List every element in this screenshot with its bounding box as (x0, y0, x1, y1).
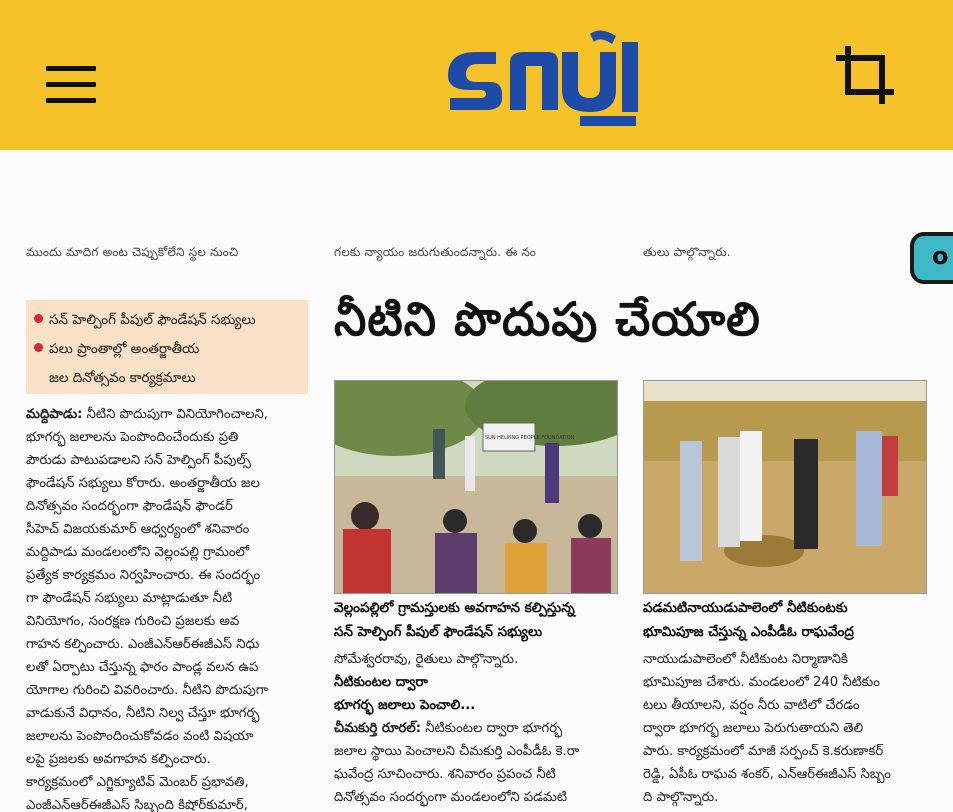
photo-bhoomi-puja (643, 380, 927, 594)
side-tab[interactable] (910, 232, 953, 284)
highlight-item: సన్ హెల్పింగ్ పీపుల్ ఫౌండేషన్ సభ్యులు (34, 306, 300, 335)
highlight-item: పలు ప్రాంతాల్లో అంతర్జాతీయ (34, 335, 300, 364)
bullet-dot-icon (34, 314, 43, 323)
crop-icon[interactable] (834, 44, 896, 106)
side-tab-label: o (932, 242, 949, 270)
hamburger-menu-icon[interactable] (46, 66, 96, 104)
cut-text-col3: తులు పాల్గొన్నారు. (643, 245, 731, 259)
subheading: భూగర్భ జలాలు పెంచాలి... (334, 698, 476, 713)
photo-caption-1: వెల్లంపల్లిలో గ్రామస్తులకు అవగాహన కల్పిస్తున్న సన్ హెల్పింగ్ పీపుల్ ఫౌండేషన్ సభ్యులు (334, 600, 575, 640)
photo-awareness-meeting (334, 380, 618, 594)
app-header (0, 0, 953, 150)
dateline: చీమకుర్తి రూరల్: (334, 721, 421, 736)
article-headline: నీటిని పొదుపు చేయాలి (334, 292, 761, 346)
photo-caption-2: పడమటినాయుడుపాలెంలో నీటికుంటకు భూమిపూజ చేస్తున్న ఎంపీడీఓ రాఘవేంద్ర (643, 600, 854, 640)
svg-text:SUN HELPING PEOPLE FOUNDATION: SUN HELPING PEOPLE FOUNDATION (485, 435, 575, 441)
article-column-2: సోమేశ్వరరావు, రైతులు పాల్గొన్నారు. నీటికుంటల ద్వారా భూగర్భ జలాలు పెంచాలి... చీమకుర్తి రూరల్: నీటికుంటల ద్వారా భూగర్భ జలాల స్థాయి పెంచాలని చీమకుర్తి ఎంపీడీఓ కె.రా ఘవేంద్ర సూచించారు. శనివారం ప్రపంచ నీటి దినోత్సవం సందర్భంగా మండలంలోని పడమటి (334, 648, 616, 809)
sakshi-logo (440, 28, 645, 128)
cut-text-col2: గలకు న్యాయం జరుగుతుందన్నారు. ఈ నం (334, 245, 537, 259)
bullet-dot-icon (34, 343, 43, 352)
cut-text-col1: ముందు మాదిగ అంట చెప్పుకోలేని స్థల నుంచి (26, 245, 239, 259)
newspaper-clipping[interactable] (0, 150, 953, 812)
subheading: నీటికుంటల ద్వారా (334, 675, 428, 690)
highlights-box (26, 300, 308, 394)
article-column-1: మద్దిపాడు: నీటిని పొదుపుగా వినియోగించాలని, భూగర్భ జలాలను పెంపొందించేందుకు ప్రతి పౌరుడు పాటుపడాలని సన్ హెల్పింగ్ పీపుల్స్ ఫౌండేషన్ సభ్యులు కోరారు. అంతర్జాతీయ జల దినోత్సవం సందర్భంగా ఫౌండేషన్ ఫౌండర్ సీహెచ్ విజయకుమార్ ఆధ్వర్యంలో శనివారం మద్దిపాడు మండలంలోని వెల్లంపల్లి గ్రామంలో ప్రత్యేక కార్యక్రమం నిర్వహించారు. ఈ సందర్భం గా ఫౌండేషన్ సభ్యులు మాట్లాడుతూ నీటి వినియోగం, సంరక్షణ గురించి ప్రజలకు అవ గాహన కల్పించారు. ఎంజీఎన్ఆర్ఈజీఎస్ నిధు లతో ఏర్పాటు చేస్తున్న ఫారం పాండ్ల వలన ఉప యోగాల గురించి వివరించారు. నీటిని పొదుపుగా వాడుకునే విధానం, నీటిని నిల్వ చేస్తూ భూగర్భ జలాలను పెంపొందించుకోవడం వంటి విషయా లపై ప్రజలకు అవగాహన కల్పించారు. కార్యక్రమంలో ఎగ్జిక్యూటివ్ మెంబర్ ప్రభావతి, ఎంజీఎన్ఆర్ఈజీఎస్ సిబ్బంది కిషోర్‌కుమార్, (26, 407, 268, 812)
dateline: మద్దిపాడు: (26, 407, 83, 422)
article-column-3: నాయుడుపాలెంలో నీటికుంట నిర్మాణానికి భూమిపూజ చేశారు. మండలంలో 240 నీటికుం టలు తీయాలని, వర్షం నీరు వాటిలో చేరడం ద్వారా భూగర్భ జలాలు పెరుగుతాయని తెలి పారు. కార్యక్రమంలో మాజీ సర్పంచ్ కె.కరుణాకర్ రెడ్డి, ఏపీఓ రాఘవ శంకర్, ఎన్ఆర్ఈజీఎస్ సిబ్బం ది పాల్గొన్నారు. (643, 652, 891, 805)
highlight-item-continuation: జల దినోత్సవం కార్యక్రమాలు (49, 370, 196, 386)
